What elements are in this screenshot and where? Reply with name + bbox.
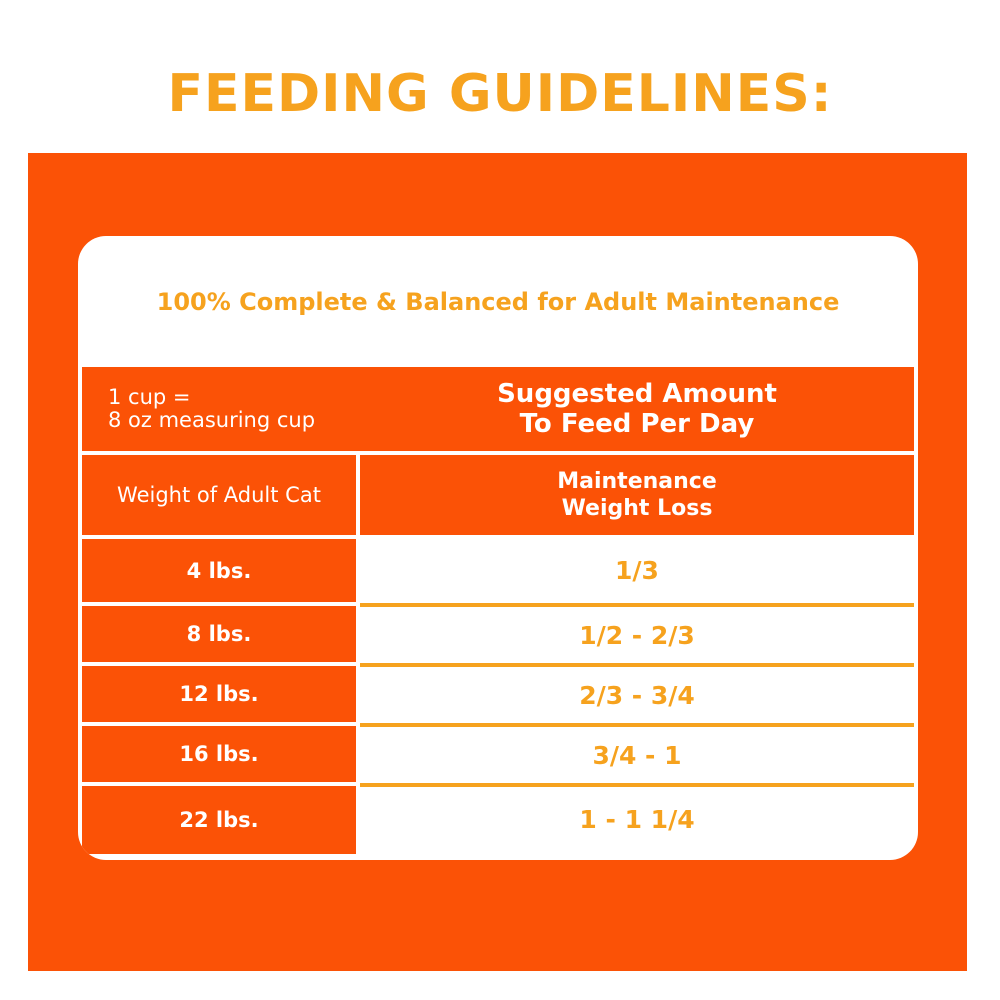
card-subtitle: 100% Complete & Balanced for Adult Maintenance — [156, 288, 840, 316]
amount-column-header-line1: Maintenance — [557, 469, 717, 494]
feeding-guidelines-card — [78, 236, 918, 860]
weight-column-header: Weight of Adult Cat — [82, 455, 356, 535]
table-row-amount: 2/3 - 3/4 — [579, 680, 695, 710]
table-row-weight: 8 lbs. — [82, 606, 356, 662]
page-title: FEEDING GUIDELINES: — [167, 64, 833, 124]
table-row-amount: 1/2 - 2/3 — [579, 620, 695, 650]
amount-column-header-line2: Weight Loss — [561, 496, 713, 521]
measure-note-line1: 1 cup = — [108, 385, 191, 409]
measure-note-cell — [82, 367, 360, 451]
table-row-amount: 1 - 1 1/4 — [579, 804, 695, 834]
measure-note-line2: 8 oz measuring cup — [108, 408, 316, 432]
amount-column-header — [360, 455, 914, 535]
table-row-weight: 12 lbs. — [82, 666, 356, 722]
suggested-amount-line2: To Feed Per Day — [519, 409, 755, 439]
table-row-amount: 1/3 — [615, 556, 659, 585]
table-row-weight: 16 lbs. — [82, 726, 356, 782]
table-row-amount: 3/4 - 1 — [592, 740, 682, 770]
table-row-weight: 4 lbs. — [82, 539, 356, 602]
suggested-amount-line1: Suggested Amount — [497, 379, 777, 409]
table-row-weight: 22 lbs. — [82, 786, 356, 854]
suggested-amount-header — [360, 367, 914, 451]
